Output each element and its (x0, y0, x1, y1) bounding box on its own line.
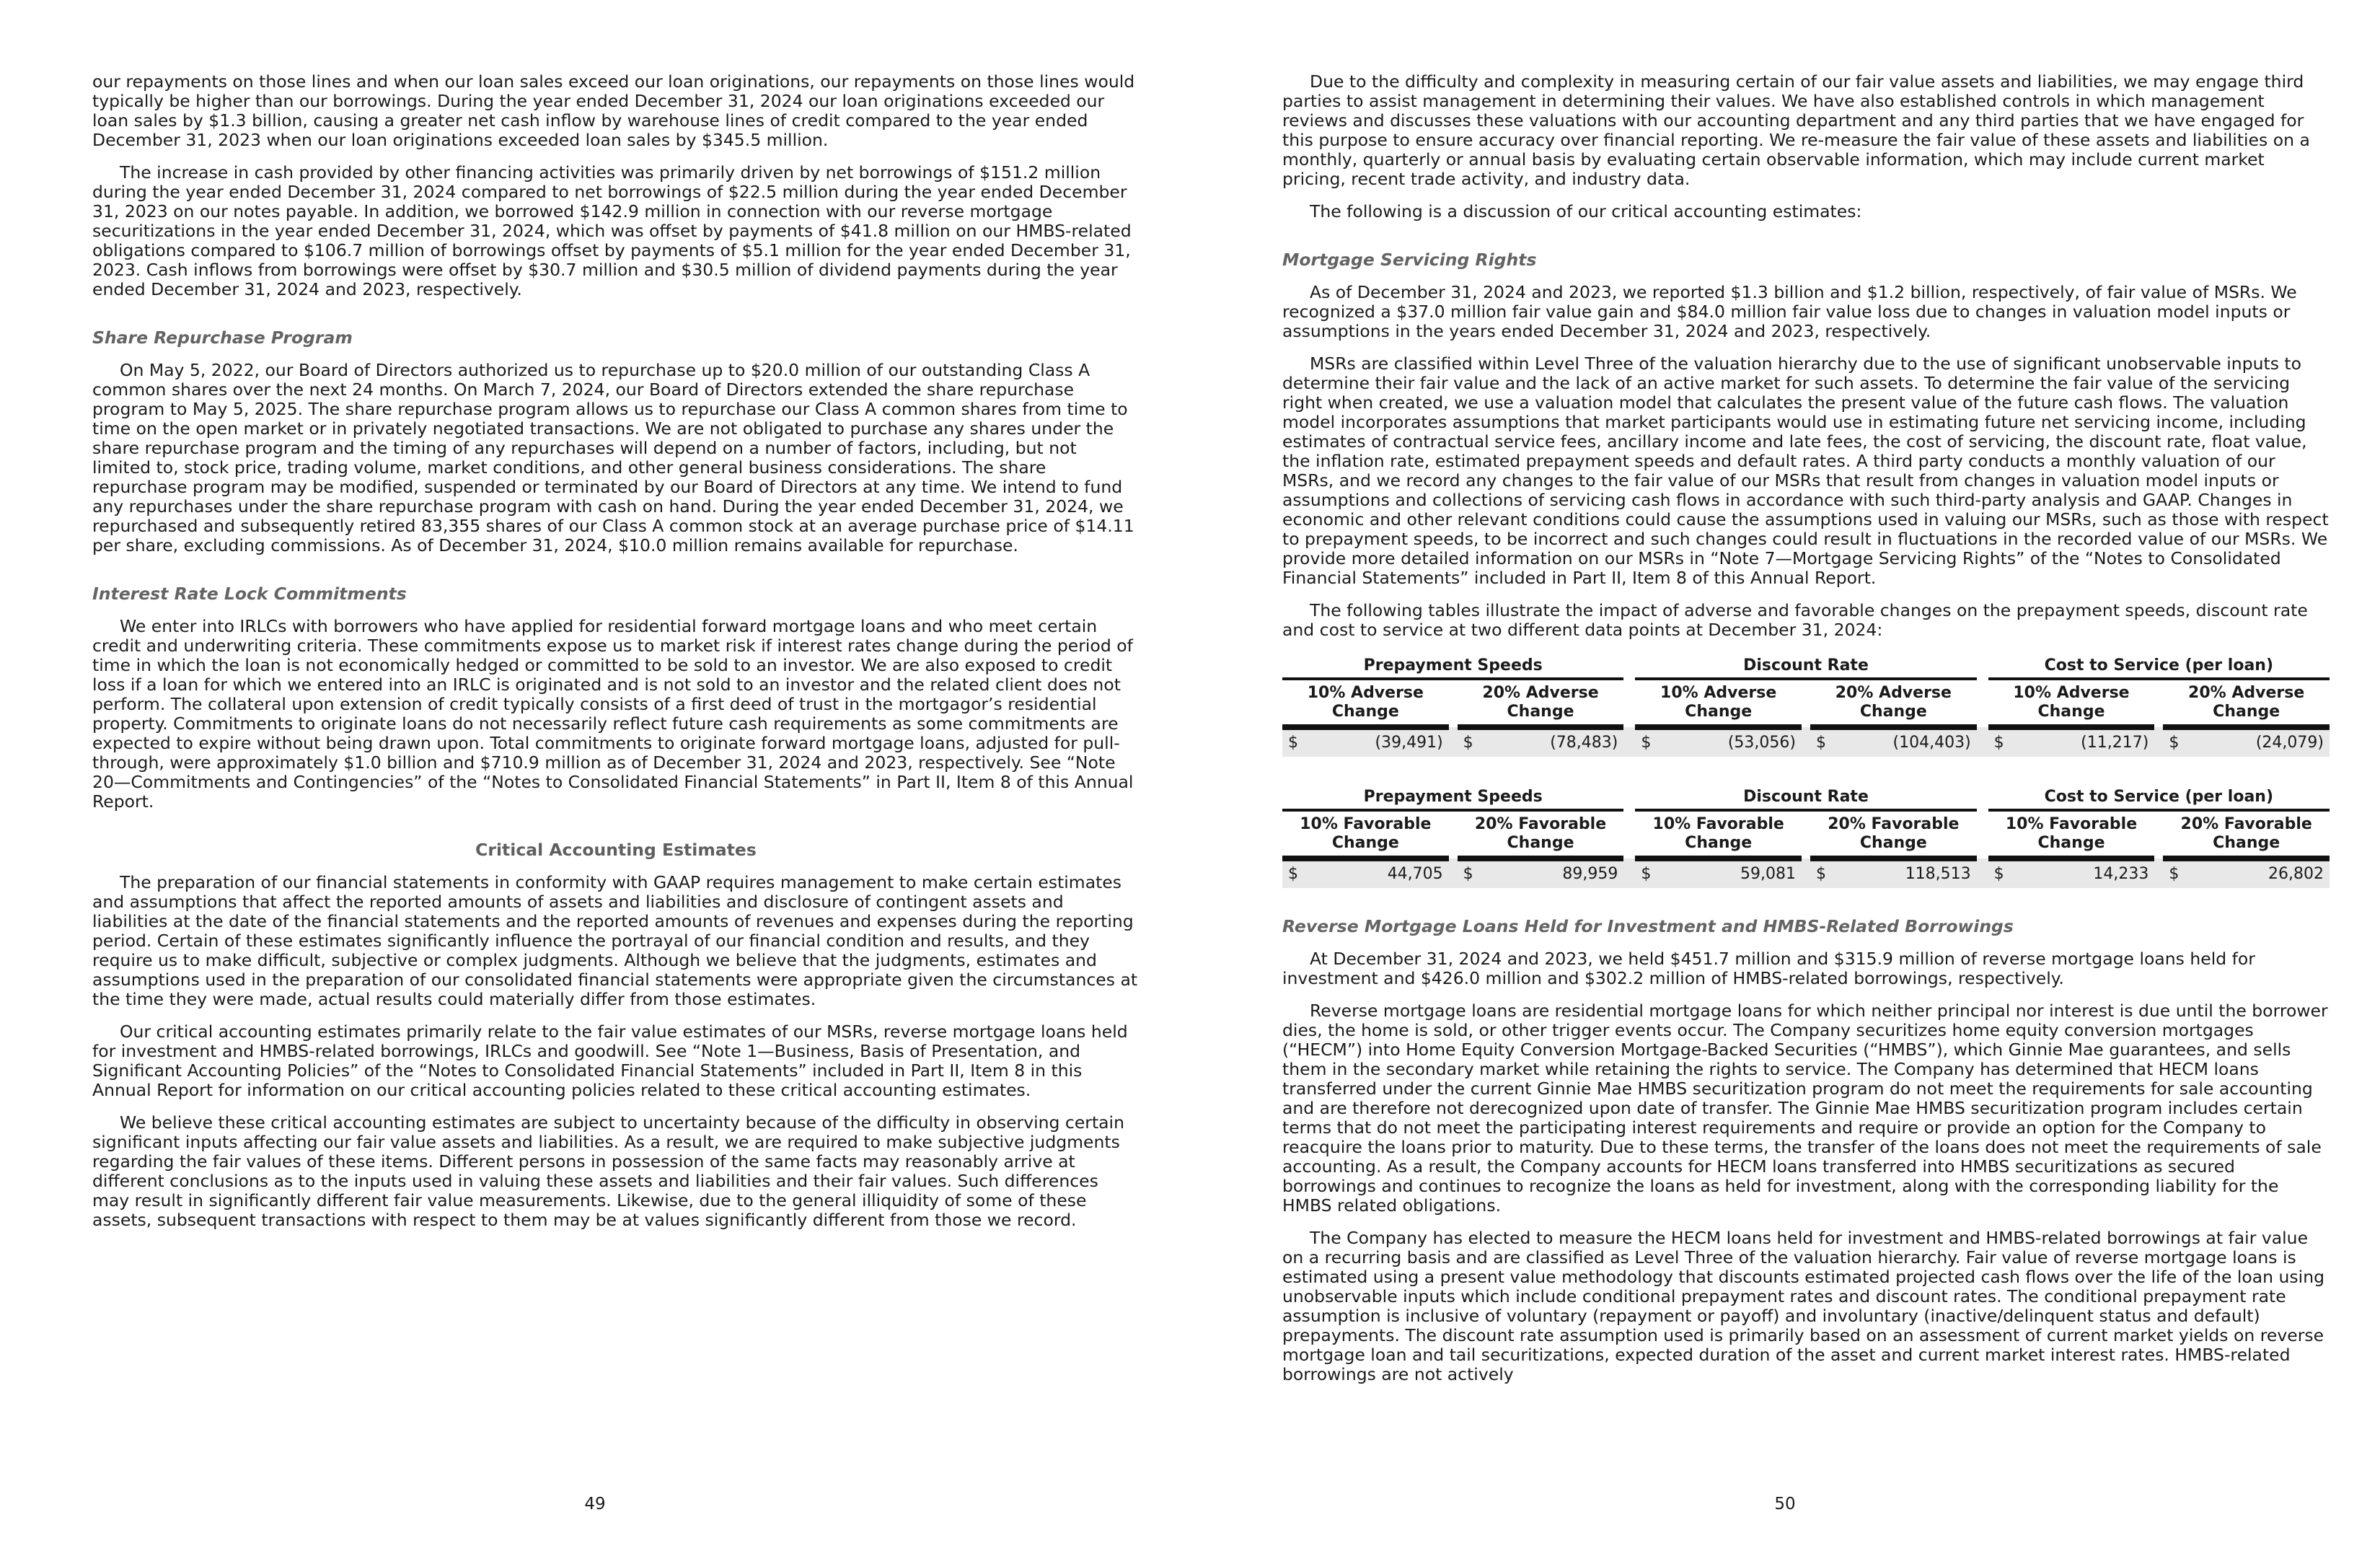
heading-share-repurchase-program: Share Repurchase Program (92, 328, 353, 348)
page-number-50: 50 (1774, 1495, 1796, 1513)
page-50-content (1282, 72, 2330, 1397)
paragraph-loan-repayments: our repayments on those lines and when our loan sales exceed our loan originations, our repayments on those lines would typically be higher than our borrowings. During the year ended December 31, 2024 our loan originations exceeded our loan sales by $1.3 billion, causing a greater net cash inflow by warehouse lines of credit compared to the year ended December 31, 2023 when our loan originations exceeded loan sales by $345.5 million. (92, 71, 1135, 150)
currency-symbol: $ (1641, 865, 1652, 883)
cell-value: 118,513 (1905, 865, 1971, 883)
table-favorable-header-row (1282, 787, 2330, 858)
paragraph-critical-estimates-1: The preparation of our financial statements in conformity with GAAP requires management to make certain estimates and assumptions that affect the reported amounts of assets and liabilities and disclosure of contingent assets and liabilities at the date of the financial statements and the reported amounts of revenues and expenses during the reporting period. Certain of these estimates significantly influence the portrayal of our financial condition and results, and they require us to make difficult, subjective or complex judgments. Although we believe that the judgments, estimates and assumptions used in the preparation of our consolidated financial statements were appropriate given the circumstances at the time they were made, actual results could materially differ from those estimates. (92, 872, 1138, 1009)
currency-symbol: $ (1641, 734, 1652, 752)
paragraph-critical-estimates-3: We believe these critical accounting estimates are subject to uncertainty because of the difficulty in observing certain significant inputs affecting our fair value assets and liabilities. As a result, we are required to make subjective judgments regarding the fair values of these items. Different persons in possession of the same facts may reasonably arrive at different conclusions as to the inputs used in valuing these assets and liabilities and their fair values. Such differences may result in significantly different fair value measurements. Likewise, due to the general illiquidity of some of these assets, subsequent transactions with respect to them may be at values significantly different from those we record. (92, 1112, 1124, 1230)
paragraph-reverse-mortgage-3: The Company has elected to measure the HECM loans held for investment and HMBS-related borrowings at fair value on a recurring basis and are classified as Level Three of the valuation hierarchy. Fair value of reverse mortgage loans is estimated using a present value methodology that discounts estimated projected cash flows over the life of the loan using unobservable inputs which include conditional prepayment rates and discount rates. The conditional prepayment rate assumption is inclusive of voluntary (repayment or payoff) and involuntary (inactive/delinquent status and default) prepayments. The discount rate assumption used is primarily based on an assessment of current market yields on reverse mortgage loan and tail securitizations, expected duration of the asset and current market interest rates. HMBS-related borrowings are not actively (1282, 1228, 2325, 1384)
cell-value: (104,403) (1892, 734, 1971, 752)
table-cell (1458, 727, 1624, 757)
table-favorable-data-row (1282, 858, 2330, 888)
currency-symbol: $ (1463, 734, 1473, 752)
group-label: Cost to Service (per loan) (1988, 656, 2330, 680)
column-header: 10% Adverse Change (1635, 684, 1802, 727)
heading-reverse-mortgage-loans: Reverse Mortgage Loans Held for Investment and HMBS-Related Borrowings (1282, 916, 2014, 936)
cell-value: 14,233 (2093, 865, 2149, 883)
paragraph-financing-activities: The increase in cash provided by other financing activities was primarily driven by net borrowings of $151.2 million during the year ended December 31, 2024 compared to net borrowings of $22.5 million during the year ended December 31, 2023 on our notes payable. In addition, we borrowed $142.9 million in connection with our reverse mortgage securitizations in the year ended December 31, 2024, which was offset by payments of $41.8 million on our HMBS-related obligations compared to $106.7 million of borrowings offset by payments of $5.1 million for the year ended December 31, 2023. Cash inflows from borrowings were offset by $30.7 million and $30.5 million of dividend payments during the year ended December 31, 2024 and 2023, respectively. (92, 162, 1132, 299)
currency-symbol: $ (1816, 865, 1826, 883)
paragraph-fair-value-measurement: Due to the difficulty and complexity in measuring certain of our fair value assets and liabilities, we may engage third parties to assist management in determining their values. We have also established controls in which management reviews and discusses these valuations with our accounting department and any third parties that we have engaged for this purpose to ensure accuracy over financial reporting. We re-measure the fair value of these assets and liabilities on a monthly, quarterly or annual basis by evaluating certain observable information, which may include current market pricing, recent trade activity, and industry data. (1282, 71, 2310, 189)
currency-symbol: $ (1288, 865, 1298, 883)
group-label: Prepayment Speeds (1282, 656, 1623, 680)
table-cell (1282, 858, 1449, 888)
paragraph-msr-tables-intro: The following tables illustrate the impact of adverse and favorable changes on the prepayment speeds, discount rate and cost to service at two different data points at December 31, 2024: (1282, 600, 2308, 640)
column-header: 20% Favorable Change (1458, 815, 1624, 858)
table-cell (1810, 858, 1977, 888)
currency-symbol: $ (1463, 865, 1473, 883)
table-cell (1988, 727, 2155, 757)
currency-symbol: $ (1816, 734, 1826, 752)
currency-symbol: $ (1993, 865, 2004, 883)
column-header: 10% Favorable Change (1282, 815, 1449, 858)
table-adverse-data-row (1282, 727, 2330, 757)
cell-value: 59,081 (1740, 865, 1796, 883)
cell-value: (39,491) (1375, 734, 1443, 752)
table-cell (1635, 727, 1802, 757)
paragraph-reverse-mortgage-2: Reverse mortgage loans are residential mortgage loans for which neither principal nor interest is due until the borrower dies, the home is sold, or other trigger events occur. The Company securitizes home equity conversion mortgages (“HECM”) into Home Equity Conversion Mortgage-Backed Securities (“HMBS”), which Ginnie Mae guarantees, and sells them in the secondary market while retaining the rights to service. The Company has determined that HECM loans transferred under the current Ginnie Mae HMBS securitization program do not meet the requirements for sale accounting and are therefore not derecognized upon date of transfer. The Ginnie Mae HMBS securitization program includes certain terms that do not meet the participating interest requirements and require or provide an option for the Company to reacquire the loans prior to maturity. Due to these terms, the transfer of the loans does not meet the requirements of sale accounting. As a result, the Company accounts for HECM loans transferred into HMBS securitizations as secured borrowings and continues to recognize the loans as held for investment, along with the corresponding liability for the HMBS related obligations. (1282, 1001, 2328, 1216)
column-header: 10% Favorable Change (1988, 815, 2155, 858)
table-cell (1988, 858, 2155, 888)
column-header: 10% Favorable Change (1635, 815, 1802, 858)
table-group-prepayment-speeds (1282, 787, 1623, 858)
group-label: Cost to Service (per loan) (1988, 787, 2330, 812)
column-header: 20% Adverse Change (1810, 684, 1977, 727)
table-group-prepayment-speeds (1282, 656, 1623, 727)
group-label: Discount Rate (1635, 656, 1976, 680)
column-header: 20% Favorable Change (2163, 815, 2330, 858)
cell-value: 26,802 (2268, 865, 2324, 883)
column-header: 20% Adverse Change (1458, 684, 1624, 727)
currency-symbol: $ (2169, 865, 2180, 883)
table-cell (2163, 727, 2330, 757)
table-cell (1635, 858, 1802, 888)
currency-symbol: $ (1993, 734, 2004, 752)
page-number-49: 49 (584, 1495, 606, 1513)
table-cell (1810, 727, 1977, 757)
table-cell (1282, 727, 1449, 757)
page-49-content (92, 72, 1140, 1243)
cell-value: (24,079) (2255, 734, 2324, 752)
table-group-cost-to-service (1988, 656, 2330, 727)
column-header: 10% Adverse Change (1282, 684, 1449, 727)
currency-symbol: $ (2169, 734, 2180, 752)
cell-value: (53,056) (1727, 734, 1796, 752)
column-header: 20% Adverse Change (2163, 684, 2330, 727)
cell-value: 89,959 (1562, 865, 1618, 883)
table-cell (1458, 858, 1624, 888)
paragraph-discussion-intro: The following is a discussion of our critical accounting estimates: (1310, 201, 1862, 221)
table-cell (2163, 858, 2330, 888)
msr-sensitivity-table-adverse (1282, 656, 2330, 757)
column-header: 20% Favorable Change (1810, 815, 1977, 858)
table-group-discount-rate (1635, 656, 1976, 727)
cell-value: (11,217) (2081, 734, 2149, 752)
paragraph-msr-fair-value: As of December 31, 2024 and 2023, we reported $1.3 billion and $1.2 billion, respectively, of fair value of MSRs. We recognized a $37.0 million fair value gain and $84.0 million fair value loss due to changes in valuation model inputs or assumptions in the years ended December 31, 2024 and 2023, respectively. (1282, 282, 2297, 341)
table-adverse-header-row (1282, 656, 2330, 727)
heading-interest-rate-lock-commitments: Interest Rate Lock Commitments (92, 584, 407, 604)
paragraph-irlc: We enter into IRLCs with borrowers who have applied for residential forward mortgage loans and who meet certain credit and underwriting criteria. These commitments expose us to market risk if interest rates change during the period of time in which the loan is not economically hedged or committed to be sold to an investor. We are also exposed to credit loss if a loan for which we entered into an IRLC is originated and is not sold to an investor and the related client does not perform. The collateral upon extension of credit typically consists of a first deed of trust in the mortgagor’s residential property. Commitments to originate loans do not necessarily reflect future cash requirements as some commitments are expected to expire without being drawn upon. Total commitments to originate forward mortgage loans, adjusted for pull-through, were approximately $1.0 billion and $710.9 million as of December 31, 2024 and 2023, respectively. See “Note 20—Commitments and Contingencies” of the “Notes to Consolidated Financial Statements” in Part II, Item 8 of this Annual Report. (92, 616, 1134, 812)
currency-symbol: $ (1288, 734, 1298, 752)
paragraph-share-repurchase: On May 5, 2022, our Board of Directors authorized us to repurchase up to $20.0 million of our outstanding Class A common shares over the next 24 months. On March 7, 2024, our Board of Directors extended the share repurchase program to May 5, 2025. The share repurchase program allows us to repurchase our Class A common shares from time to time on the open market or in privately negotiated transactions. We are not obligated to purchase any shares under the share repurchase program and the timing of any repurchases will depend on a number of factors, including, but not limited to, stock price, trading volume, market conditions, and other general business considerations. The share repurchase program may be modified, suspended or terminated by our Board of Directors at any time. We intend to fund any repurchases under the share repurchase program with cash on hand. During the year ended December 31, 2024, we repurchased and subsequently retired 83,355 shares of our Class A common stock at an average purchase price of $14.11 per share, excluding commissions. As of December 31, 2024, $10.0 million remains available for repurchase. (92, 360, 1134, 555)
paragraph-reverse-mortgage-1: At December 31, 2024 and 2023, we held $451.7 million and $315.9 million of reverse mortgage loans held for investment and $426.0 million and $302.2 million of HMBS-related borrowings, respectively. (1282, 949, 2255, 988)
table-group-discount-rate (1635, 787, 1976, 858)
group-label: Prepayment Speeds (1282, 787, 1623, 812)
paragraph-msr-valuation: MSRs are classified within Level Three of the valuation hierarchy due to the use of significant unobservable inputs to determine their fair value and the lack of an active market for such assets. To determine the fair value of the servicing right when created, we use a valuation model that calculates the present value of the future cash flows. The valuation model incorporates assumptions that market participants would use in estimating future net servicing income, including estimates of contractual service fees, ancillary income and late fees, the cost of servicing, the discount rate, float value, the inflation rate, estimated prepayment speeds and default rates. A third party conducts a monthly valuation of our MSRs, and we record any changes to the fair value of our MSRs that result from changes in valuation model inputs or assumptions and collections of servicing cash flows in accordance with such third-party analysis and GAAP. Changes in economic and other relevant conditions could cause the assumptions used in valuing our MSRs, such as those with respect to prepayment speeds, to be incorrect and such changes could result in fluctuations in the recorded value of our MSRs. We provide more detailed information on our MSRs in “Note 7—Mortgage Servicing Rights” of the “Notes to Consolidated Financial Statements” included in Part II, Item 8 of this Annual Report. (1282, 353, 2329, 588)
table-group-cost-to-service (1988, 787, 2330, 858)
group-label: Discount Rate (1635, 787, 1976, 812)
page-50 (1190, 0, 2380, 1551)
paragraph-critical-estimates-2: Our critical accounting estimates primarily relate to the fair value estimates of our MSRs, reverse mortgage loans held for investment and HMBS-related borrowings, IRLCs and goodwill. See “Note 1—Business, Basis of Presentation, and Significant Accounting Policies” of the “Notes to Consolidated Financial Statements” included in Part II, Item 8 in this Annual Report for information on our critical accounting policies related to these critical accounting estimates. (92, 1021, 1128, 1100)
column-header: 10% Adverse Change (1988, 684, 2155, 727)
heading-critical-accounting-estimates: Critical Accounting Estimates (475, 840, 757, 860)
cell-value: (78,483) (1550, 734, 1618, 752)
heading-mortgage-servicing-rights: Mortgage Servicing Rights (1282, 250, 1537, 270)
cell-value: 44,705 (1387, 865, 1443, 883)
msr-sensitivity-table-favorable (1282, 787, 2330, 888)
